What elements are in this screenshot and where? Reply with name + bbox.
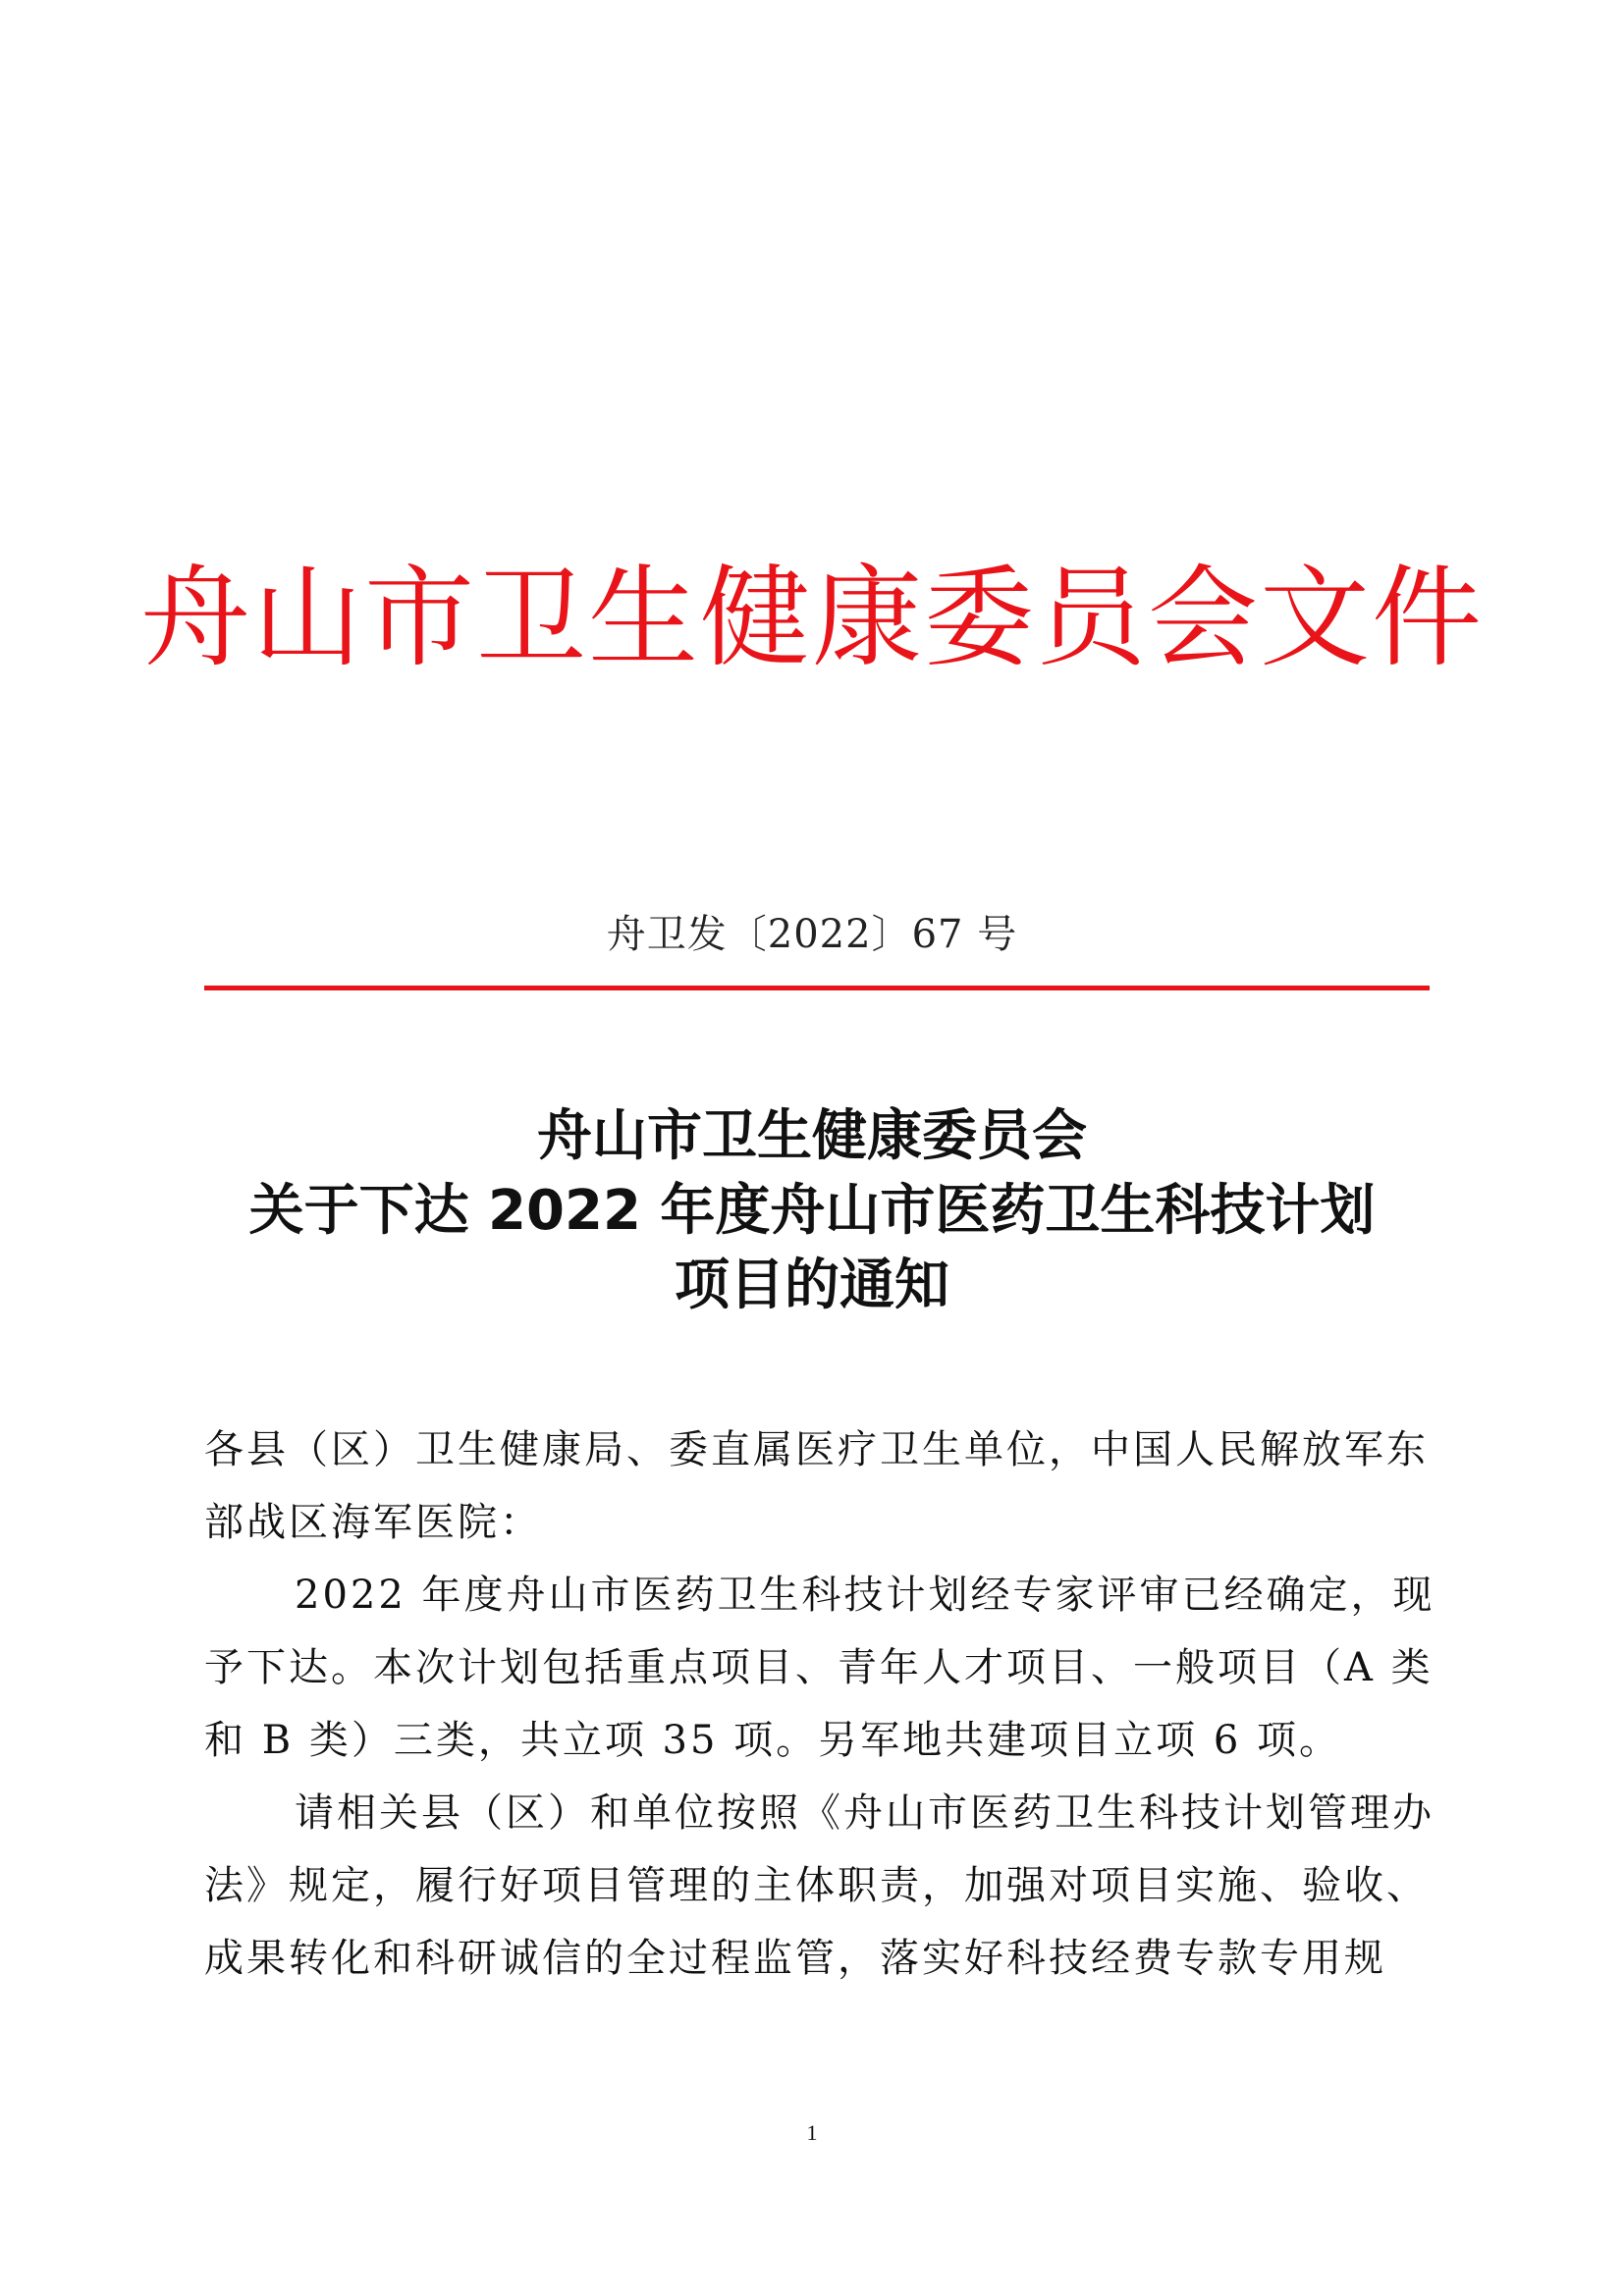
document-number: 舟卫发〔2022〕67 号 bbox=[606, 912, 1018, 957]
notice-title-line-3: 项目的通知 bbox=[675, 1254, 949, 1317]
red-divider-line bbox=[204, 986, 1430, 990]
document-header-title: 舟山市卫生健康委员会文件 bbox=[140, 555, 1484, 682]
page-number: 1 bbox=[806, 2120, 818, 2145]
paragraph-2-line-2: 法》规定，履行好项目管理的主体职责，加强对项目实施、验收、 bbox=[204, 1863, 1429, 1908]
paragraph-1-line-3: 和 B 类）三类，共立项 35 项。另军地共建项目立项 6 项。 bbox=[204, 1718, 1342, 1763]
notice-title-line-2: 关于下达 2022 年度舟山市医药卫生科技计划 bbox=[248, 1179, 1376, 1243]
paragraph-1-line-1: 2022 年度舟山市医药卫生科技计划经专家评审已经确定，现 bbox=[295, 1573, 1435, 1618]
salutation-line-2: 部战区海军医院： bbox=[204, 1500, 542, 1545]
paragraph-2-line-3: 成果转化和科研诚信的全过程监管，落实好科技经费专款专用规 bbox=[204, 1936, 1386, 1981]
notice-title bbox=[0, 1099, 1624, 1323]
paragraph-1-line-2: 予下达。本次计划包括重点项目、青年人才项目、一般项目（A 类 bbox=[204, 1645, 1434, 1690]
notice-title-line-1: 舟山市卫生健康委员会 bbox=[537, 1104, 1087, 1168]
paragraph-2-line-1: 请相关县（区）和单位按照《舟山市医药卫生科技计划管理办 bbox=[295, 1790, 1435, 1836]
body-text bbox=[204, 1414, 1435, 1995]
salutation-line-1: 各县（区）卫生健康局、委直属医疗卫生单位，中国人民解放军东 bbox=[204, 1427, 1429, 1472]
